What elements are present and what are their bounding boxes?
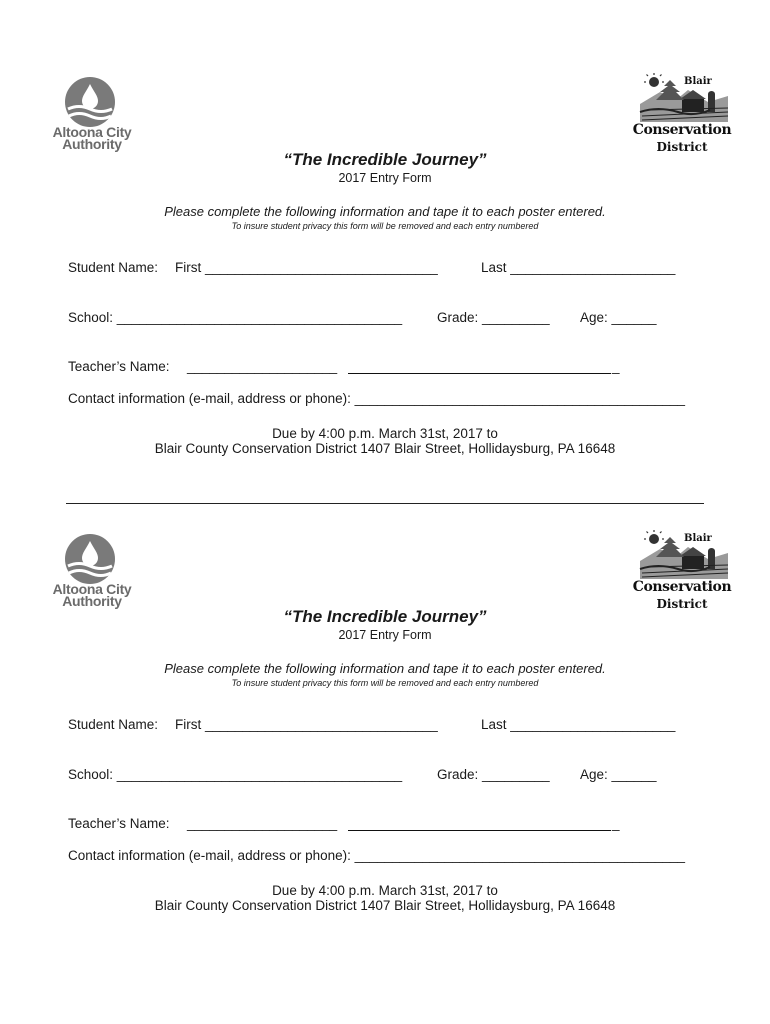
school-field[interactable]: School: ______________________________________ bbox=[68, 767, 403, 782]
teacher-name-label: Teacher’s Name: bbox=[68, 816, 170, 831]
last-name-field[interactable]: Last ______________________ bbox=[481, 260, 676, 275]
logo-conservation-text: Conservation bbox=[632, 579, 732, 595]
first-name-field[interactable]: First _______________________________ bbox=[175, 717, 438, 732]
teacher-name-underline bbox=[348, 830, 611, 831]
logo-district-text: District bbox=[656, 597, 708, 611]
teacher-name-field[interactable]: ____________________ bbox=[187, 816, 338, 831]
contact-info-field[interactable]: Contact information (e-mail, address or phone): ____________________________________________ bbox=[68, 848, 685, 863]
logo-blair-text: Blair bbox=[684, 76, 712, 87]
entry-form-bottom bbox=[0, 457, 770, 927]
blair-conservation-district-logo bbox=[626, 529, 738, 617]
entry-form-top bbox=[0, 0, 770, 470]
blair-conservation-district-logo bbox=[626, 72, 738, 160]
teacher-name-field[interactable]: ____________________ bbox=[187, 359, 338, 374]
due-address-line: Blair County Conservation District 1407 Blair Street, Hollidaysburg, PA 16648 bbox=[154, 898, 616, 913]
teacher-name-label: Teacher’s Name: bbox=[68, 359, 170, 374]
contact-info-field[interactable]: Contact information (e-mail, address or phone): ____________________________________________ bbox=[68, 391, 685, 406]
due-address-line: Blair County Conservation District 1407 Blair Street, Hollidaysburg, PA 16648 bbox=[154, 441, 616, 456]
last-name-field[interactable]: Last ______________________ bbox=[481, 717, 676, 732]
teacher-name-underline bbox=[348, 373, 611, 374]
form-title: “The Incredible Journey” bbox=[283, 607, 487, 626]
form-subtitle: 2017 Entry Form bbox=[338, 628, 432, 642]
instruction-text: Please complete the following information and tape it to each poster entered. bbox=[164, 661, 606, 676]
due-date-line: Due by 4:00 p.m. March 31st, 2017 to bbox=[272, 426, 498, 441]
form-title: “The Incredible Journey” bbox=[283, 150, 487, 169]
logo-district-text: District bbox=[656, 140, 708, 154]
logo-conservation-text: Conservation bbox=[632, 122, 732, 138]
student-name-label: Student Name: bbox=[68, 717, 159, 732]
form-subtitle: 2017 Entry Form bbox=[338, 171, 432, 185]
grade-field[interactable]: Grade: _________ bbox=[437, 767, 550, 782]
grade-field[interactable]: Grade: _________ bbox=[437, 310, 550, 325]
instruction-text: Please complete the following information and tape it to each poster entered. bbox=[164, 204, 606, 219]
altoona-city-authority-logo bbox=[44, 533, 140, 615]
altoona-city-authority-logo bbox=[44, 76, 140, 158]
logo-line-2: Authority bbox=[62, 593, 122, 609]
privacy-note: To insure student privacy this form will be removed and each entry numbered bbox=[231, 221, 539, 231]
water-drop-icon bbox=[64, 533, 116, 585]
logo-blair-text: Blair bbox=[684, 533, 712, 544]
age-field[interactable]: Age: ______ bbox=[580, 767, 657, 782]
privacy-note: To insure student privacy this form will be removed and each entry numbered bbox=[231, 678, 539, 688]
teacher-name-tail: _ bbox=[612, 359, 620, 374]
age-field[interactable]: Age: ______ bbox=[580, 310, 657, 325]
first-name-field[interactable]: First _______________________________ bbox=[175, 260, 438, 275]
logo-line-1: Altoona City bbox=[52, 124, 132, 140]
student-name-label: Student Name: bbox=[68, 260, 159, 275]
logo-line-2: Authority bbox=[62, 136, 122, 152]
logo-line-1: Altoona City bbox=[52, 581, 132, 597]
due-date-line: Due by 4:00 p.m. March 31st, 2017 to bbox=[272, 883, 498, 898]
water-drop-icon bbox=[64, 76, 116, 128]
teacher-name-tail: _ bbox=[612, 816, 620, 831]
school-field[interactable]: School: ______________________________________ bbox=[68, 310, 403, 325]
